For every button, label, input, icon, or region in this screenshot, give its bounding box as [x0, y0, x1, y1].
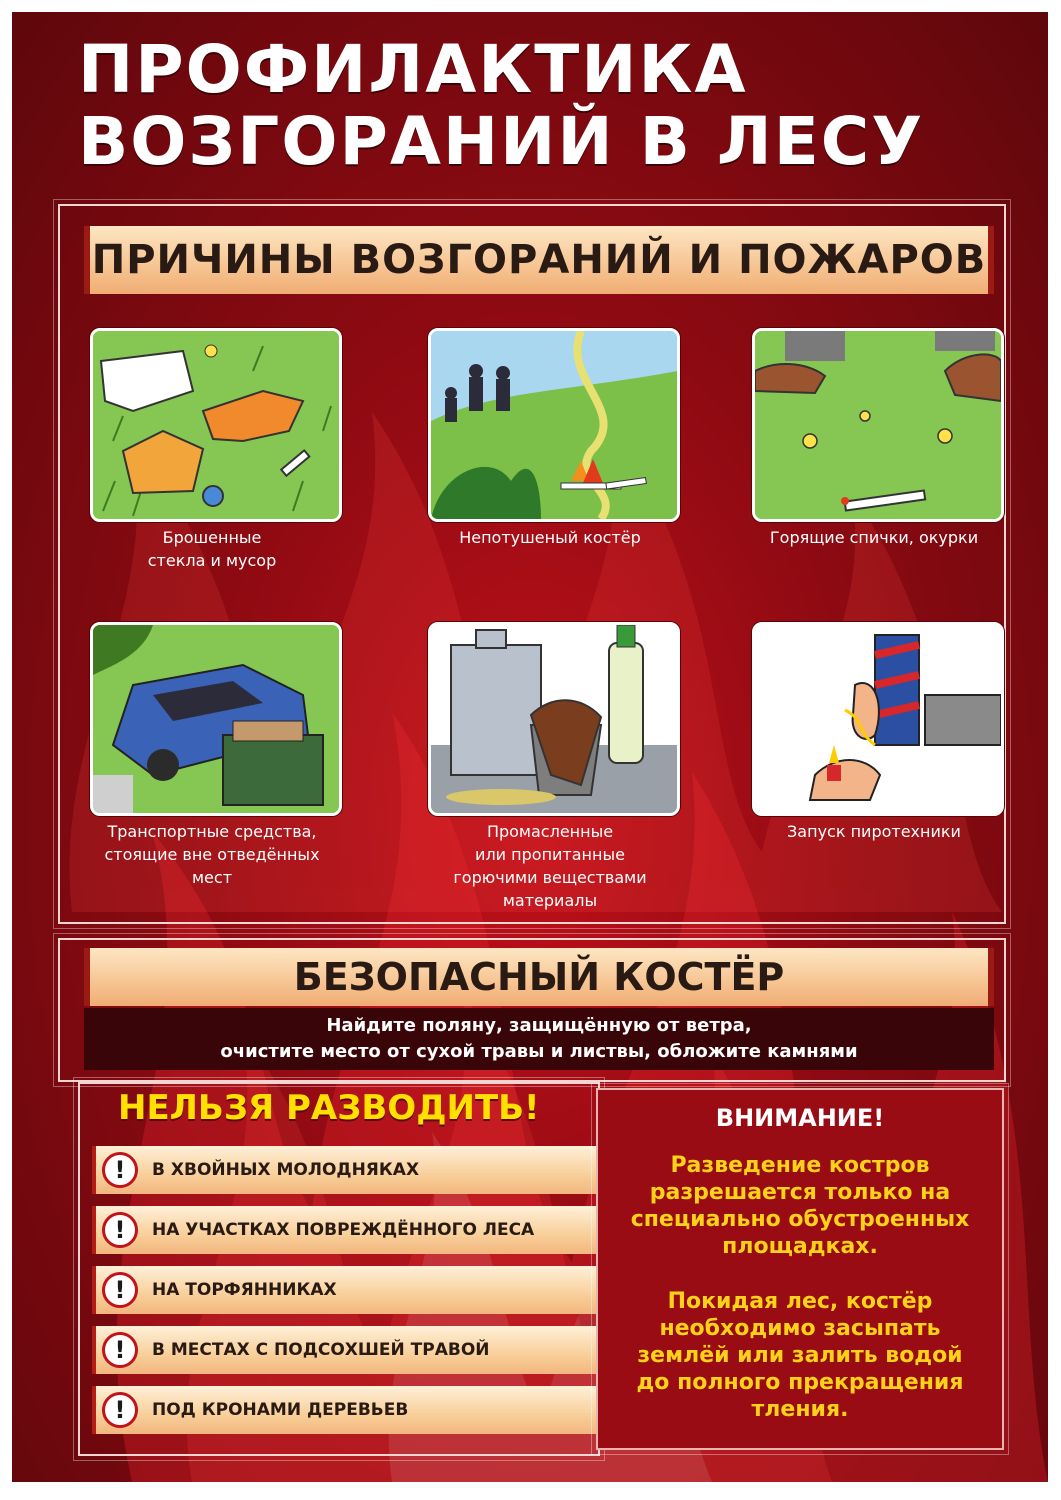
- attention-paragraph-2: Покидая лес, костёр необходимо засыпать землёй или залить водой до полного прекращения тления.: [636, 1289, 964, 1422]
- forbidden-item-4: [92, 1326, 602, 1374]
- forbidden-item-3: [92, 1266, 602, 1314]
- exclamation-warning-icon: !: [102, 1272, 138, 1308]
- poster-title-line2: ВОЗГОРАНИЙ В ЛЕСУ: [78, 103, 925, 180]
- forbidden-item-label: В МЕСТАХ С ПОДСОХШЕЙ ТРАВОЙ: [152, 1340, 490, 1360]
- poster: [12, 12, 1048, 1482]
- causes-heading: ПРИЧИНЫ ВОЗГОРАНИЙ И ПОЖАРОВ: [84, 226, 994, 294]
- cause-caption-2: Непотушеный костёр: [459, 528, 641, 547]
- forbidden-item-2: [92, 1206, 602, 1254]
- exclamation-warning-icon: !: [102, 1392, 138, 1428]
- cause-caption-5: Промасленные или пропитанные горючими веществами материалы: [453, 822, 647, 910]
- forbidden-item-1: [92, 1146, 602, 1194]
- exclamation-warning-icon: !: [102, 1212, 138, 1248]
- oily-materials-illustration: [428, 622, 680, 816]
- attention-paragraph-1: Разведение костров разрешается только на специально обустроенных площадках.: [630, 1153, 970, 1259]
- poster-title: [78, 31, 978, 180]
- attention-heading: ВНИМАНИЕ!: [715, 1104, 885, 1132]
- safe-fire-instruction: [84, 1008, 994, 1070]
- firework-launch-illustration: [752, 622, 1004, 816]
- forbidden-item-label: НА УЧАСТКАХ ПОВРЕЖДЁННОГО ЛЕСА: [152, 1220, 535, 1240]
- forbidden-item-label: В ХВОЙНЫХ МОЛОДНЯКАХ: [152, 1160, 420, 1180]
- safe-fire-heading: БЕЗОПАСНЫЙ КОСТЁР: [84, 948, 994, 1006]
- parked-car-illustration: [90, 622, 342, 816]
- cause-caption-3: Горящие спички, окурки: [769, 528, 979, 547]
- safe-fire-instruction-line1: Найдите поляну, защищённую от ветра,: [326, 1015, 752, 1036]
- campfire-illustration: [428, 328, 680, 522]
- exclamation-warning-icon: !: [102, 1152, 138, 1188]
- cause-caption-1: Брошенные стекла и мусор: [147, 528, 277, 570]
- exclamation-warning-icon: !: [102, 1332, 138, 1368]
- cause-caption-4: Транспортные средства, стоящие вне отведённых мест: [104, 822, 320, 887]
- broken-glass-litter-illustration: [90, 328, 342, 522]
- forbidden-item-label: НА ТОРФЯННИКАХ: [152, 1280, 337, 1300]
- cause-caption-6: Запуск пиротехники: [787, 822, 961, 841]
- forbidden-item-5: [92, 1386, 602, 1434]
- burning-matches-cigarettes-illustration: [752, 328, 1004, 522]
- safe-fire-instruction-line2: очистите место от сухой травы и листвы, обложите камнями: [220, 1041, 858, 1062]
- forbidden-item-label: ПОД КРОНАМИ ДЕРЕВЬЕВ: [152, 1400, 409, 1420]
- poster-title-line1: ПРОФИЛАКТИКА: [78, 31, 748, 108]
- forbidden-heading: НЕЛЬЗЯ РАЗВОДИТЬ!: [118, 1088, 540, 1128]
